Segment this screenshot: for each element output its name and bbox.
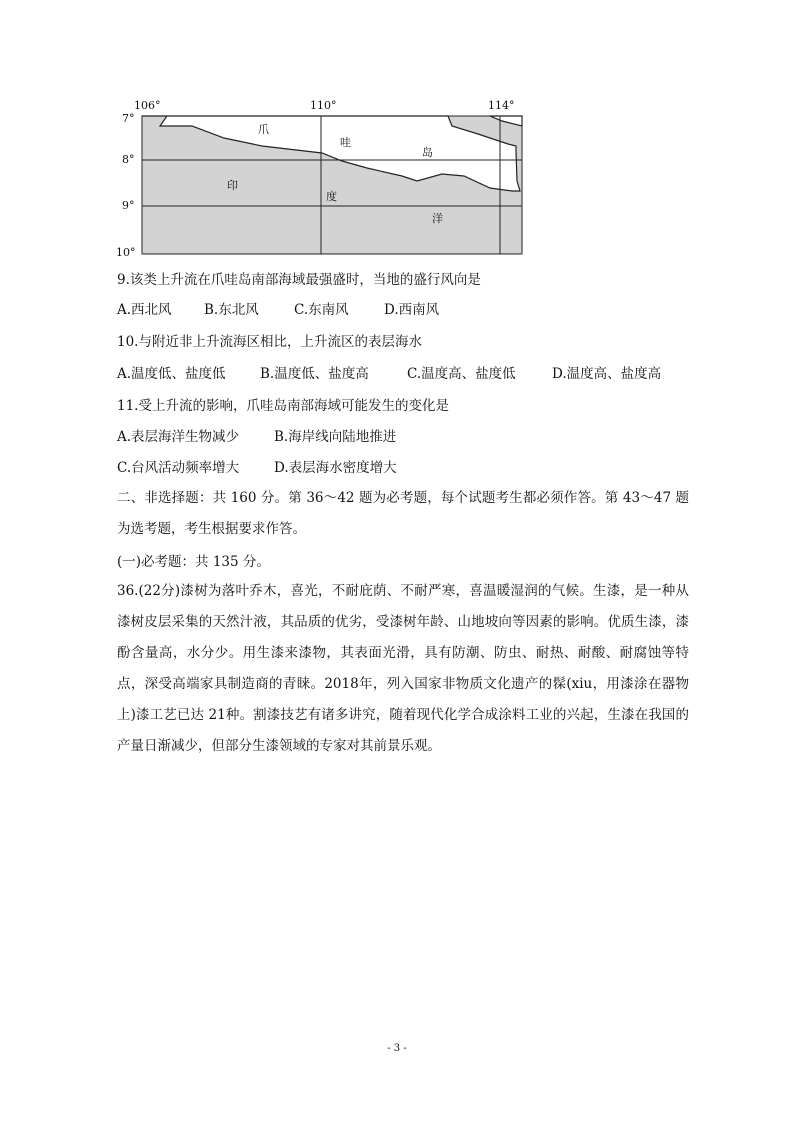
place-label-zhua: 爪 [258, 123, 269, 136]
lat-label-8: 8° [122, 153, 135, 166]
java-map-figure [112, 96, 532, 266]
question-11-stem: 11.受上升流的影响，爪哇岛南部海域可能发生的变化是 [117, 398, 449, 414]
option-a: A.温度低、盐度低 [117, 366, 226, 382]
option-d: D.西南风 [384, 302, 440, 318]
lon-label-106: 106° [134, 99, 161, 112]
option-c: C.温度高、盐度低 [407, 366, 516, 382]
option-a: A.表层海洋生物减少 [117, 429, 240, 445]
question-10-stem: 10.与附近非上升流海区相比，上升流区的表层海水 [117, 334, 422, 350]
place-label-dao: 岛 [422, 146, 433, 159]
option-b: B.东北风 [204, 302, 259, 318]
section-2-heading: 二、非选择题：共 160 分。第 36～42 题为必考题，每个试题考生都必须作答。第 43～47 题为选考题，考生根据要求作答。 [117, 490, 689, 537]
place-label-du: 度 [326, 190, 337, 203]
option-c: C.台风活动频率增大 [117, 460, 240, 476]
option-a: A.西北风 [117, 302, 172, 318]
option-b: B.海岸线向陆地推进 [274, 429, 397, 445]
option-b: B.温度低、盐度高 [260, 366, 369, 382]
lat-label-7: 7° [122, 112, 135, 125]
option-d: D.表层海水密度增大 [274, 460, 397, 476]
option-c: C.东南风 [294, 302, 349, 318]
option-d: D.温度高、盐度高 [552, 366, 662, 382]
map-svg [112, 96, 532, 266]
section-2-subheading: (一)必考题：共 135 分。 [117, 554, 270, 570]
page-number: - 3 - [387, 1043, 407, 1054]
place-label-yin: 印 [227, 179, 238, 192]
lat-label-9: 9° [122, 199, 135, 212]
place-label-yang: 洋 [432, 212, 443, 225]
place-label-wa: 哇 [340, 136, 351, 149]
lon-label-110: 110° [310, 99, 337, 112]
question-9-stem: 9.该类上升流在爪哇岛南部海域最强盛时，当地的盛行风向是 [117, 272, 481, 288]
question-36-text: 36.(22分)漆树为落叶乔木，喜光，不耐庇荫、不耐严寒，喜温暖湿润的气候。生漆，是一种从漆树皮层采集的天然汁液，其品质的优劣，受漆树年龄、山地坡向等因素的影响。优质生漆，漆酚含量高，水分少。用生漆来漆物，其表面光滑，具有防潮、防虫、耐热、耐酸、耐腐蚀等特点，深受高端家具制造商的青睐。2018年，列入国家非物质文化遗产的髹(xiu，用漆涂在器物上)漆工艺已达 21种。割漆技艺有诸多讲究，随着现代化学合成涂料工业的兴起，生漆在我国的产量日渐减少，但部分生漆领域的专家对其前景乐观。 [117, 583, 689, 754]
lon-label-114: 114° [488, 99, 515, 112]
lat-label-10: 10° [116, 246, 136, 259]
